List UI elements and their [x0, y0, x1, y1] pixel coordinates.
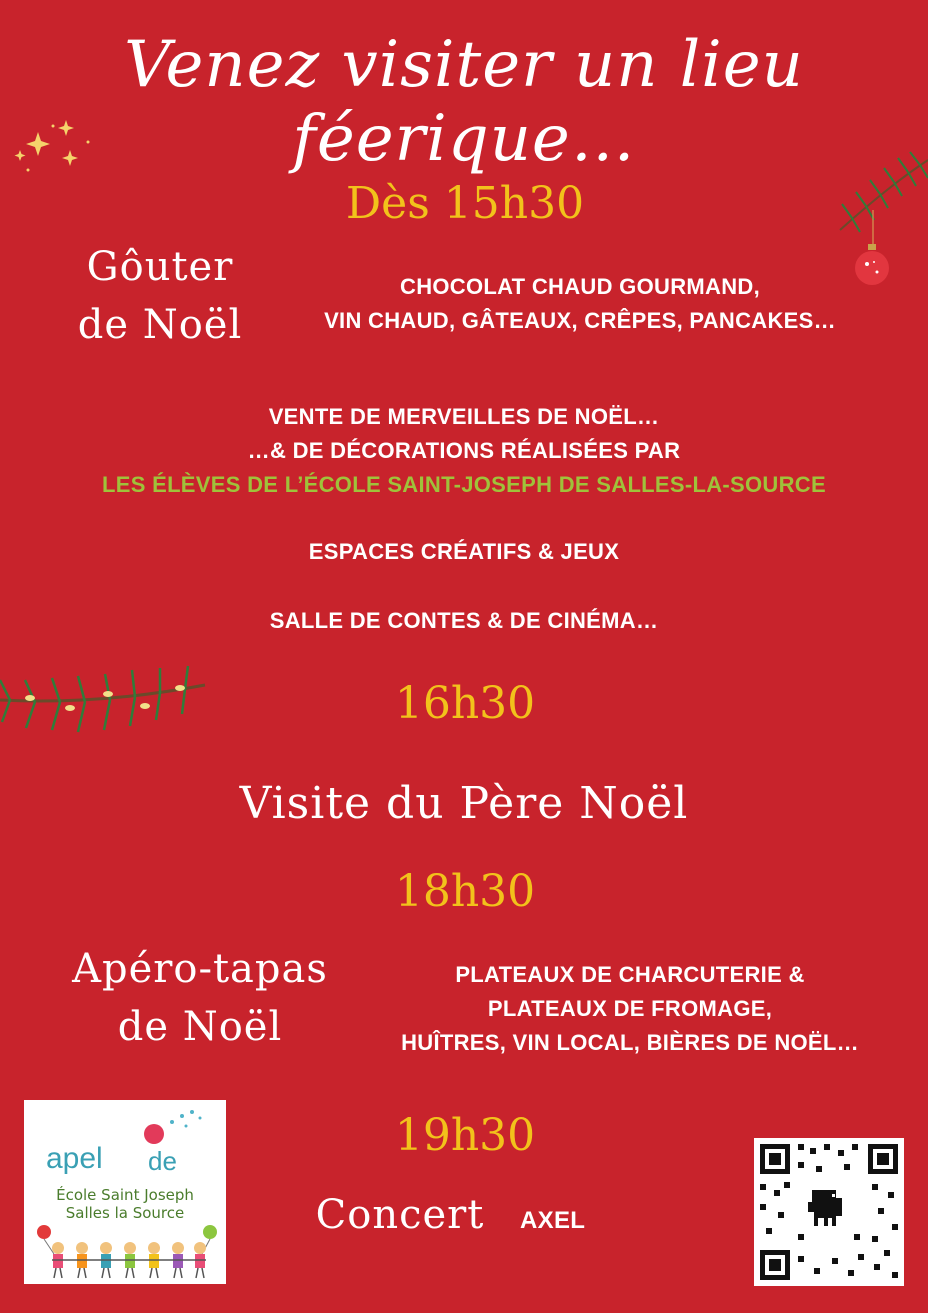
pere-noel-time: 16h30: [394, 678, 536, 729]
gouter-desc-line2: VIN CHAUD, GÂTEAUX, CRÊPES, PANCAKES…: [324, 308, 836, 333]
pine-branch-icon: [0, 650, 215, 770]
apel-de: de: [148, 1146, 177, 1176]
apero-desc-line1: PLATEAUX DE CHARCUTERIE &: [455, 962, 805, 987]
apero-desc-line2: PLATEAUX DE FROMAGE,: [487, 996, 773, 1021]
vente-block: [0, 400, 928, 502]
apero-desc-line3: HUÎTRES, VIN LOCAL, BIÈRES DE NOËL…: [401, 1030, 859, 1055]
page-title: Venez visiter un lieu féerique…: [124, 28, 804, 176]
apero-title-line1: Apéro-tapas: [72, 946, 328, 992]
qr-code[interactable]: [754, 1138, 904, 1286]
vente-line2: …& DE DÉCORATIONS RÉALISÉES PAR: [247, 438, 681, 463]
concert-artist: AXEL: [520, 1207, 586, 1234]
gouter-description: [270, 270, 890, 338]
concert-time: 19h30: [394, 1110, 536, 1161]
apero-title-line2: de Noël: [117, 1004, 283, 1050]
qr-code-icon: [754, 1138, 904, 1286]
gouter-title-line1: Gôuter: [86, 244, 234, 290]
apel-logo: [24, 1100, 226, 1284]
vente-line1: VENTE DE MERVEILLES DE NOËL…: [268, 404, 660, 429]
apel-school-line1: École Saint Joseph: [56, 1186, 194, 1204]
apel-school-line2: Salles la Source: [65, 1204, 185, 1222]
gouter-desc-line1: CHOCOLAT CHAUD GOURMAND,: [400, 274, 760, 299]
children-icon: [30, 1224, 220, 1282]
apel-brand: apel: [46, 1142, 103, 1175]
gouter-title: [40, 238, 280, 354]
pere-noel-title: Visite du Père Noël: [239, 778, 689, 829]
vente-line3: LES ÉLÈVES DE L’ÉCOLE SAINT-JOSEPH DE SALLES-LA-SOURCE: [102, 472, 826, 497]
sparkles-icon: [8, 112, 108, 182]
apero-title: [30, 940, 370, 1056]
concert-title: Concert: [315, 1192, 485, 1238]
espaces-text: ESPACES CRÉATIFS & JEUX: [308, 539, 620, 564]
dandelion-icon: [124, 1104, 214, 1148]
salle-text: SALLE DE CONTES & DE CINÉMA…: [269, 608, 659, 633]
gouter-title-line2: de Noël: [77, 302, 243, 348]
apero-time: 18h30: [394, 866, 536, 917]
apero-description: [350, 958, 910, 1060]
gouter-time: Dès 15h30: [345, 178, 585, 229]
